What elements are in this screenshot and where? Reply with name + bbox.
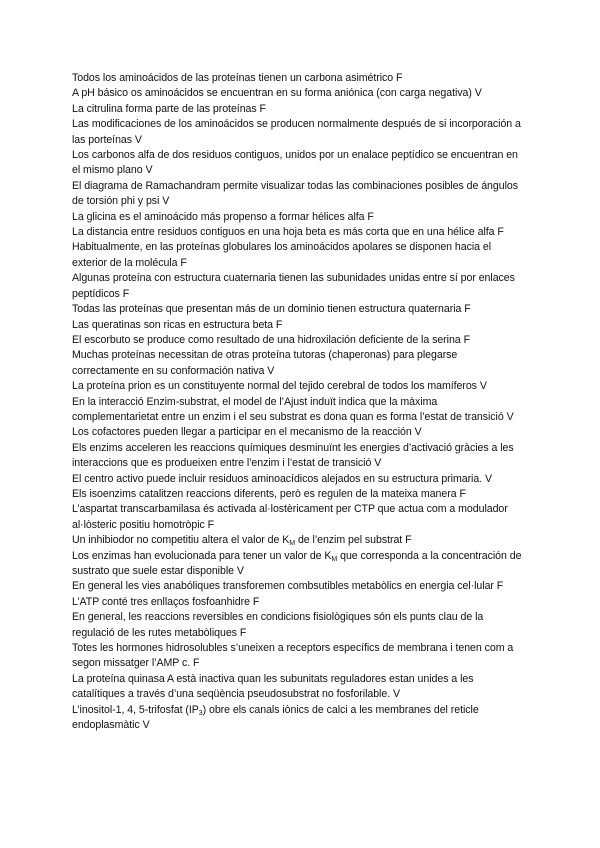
statement <box>72 425 522 440</box>
statement <box>72 703 522 734</box>
answer: F <box>367 210 374 223</box>
statement-text: Todos los aminoácidos de las proteínas tienen un carbona asimétrico <box>72 72 394 84</box>
answer: V <box>267 364 275 377</box>
statement-text: Los carbonos alfa de dos residuos contiguos, unidos por un enalace peptídico se encuentran en el mismo plano <box>72 149 518 177</box>
subscript: M <box>331 555 338 563</box>
statement <box>72 302 522 317</box>
subscript: 3 <box>198 709 203 717</box>
statement <box>72 549 522 580</box>
statement <box>72 102 522 117</box>
answer: F <box>180 256 187 269</box>
answer: V <box>414 426 422 439</box>
statement-text: La proteína quinasa A està inactiva quan les subunitats reguladores estan unides a les catalítiques a través d’una seqüència pseudosubstrat no fosforilable. <box>72 672 474 701</box>
answer: F <box>496 580 504 593</box>
statement <box>72 348 522 379</box>
statement <box>72 333 522 348</box>
statement-text: En general les vies anabóliques transforemen combsutibles metabòlics en energia cel·lular <box>72 580 494 593</box>
statement <box>72 379 522 394</box>
statement-text: Las queratinas son ricas en estructura beta <box>72 318 274 331</box>
statement-text: En general, les reaccions reversibles en condicions fisiològiques són els punts clau de la regulació de les rutes metabòliques <box>72 611 484 639</box>
statement-text: Habitualmente, en las proteínas globulares los aminoácidos apolares se disponen hacia el exterior de la molécula <box>72 241 492 269</box>
statement-text: Muchas proteínas necessitan de otras proteína tutoras (chaperonas) para plegarse correctamente en su conformación nativa <box>72 349 458 377</box>
answer: V <box>162 195 170 208</box>
answer: F <box>464 303 471 316</box>
statement-text: La distancia entre residuos contiguos en una hoja beta es más corta que en una hélice alfa <box>72 226 495 239</box>
statement-text: El escorbuto se produce como resultado de una hidroxilación deficiente de la serina <box>72 333 461 346</box>
statement-text: La glicina es el aminoácido más propenso a formar hélices alfa <box>72 210 365 223</box>
statement <box>72 672 522 703</box>
statement-text: Algunas proteína con estructura cuaternaria tienen las subunidades unidas entre sí por enlaces peptídicos <box>72 272 515 300</box>
answer: V <box>479 380 487 393</box>
statement-text: Els isoenzims catalitzen reaccions diferents, però es regulen de la mateixa manera <box>72 487 457 500</box>
statement <box>72 179 522 210</box>
answer: F <box>497 226 504 239</box>
statement-text: ) obre els canals iònics de calci a les membranes del reticle endoplasmàtic <box>72 703 479 732</box>
statement <box>72 595 522 610</box>
statement <box>72 318 522 333</box>
answer: F <box>275 318 283 331</box>
answer: F <box>405 534 412 547</box>
statement-text: de l’enzim pel substrat <box>295 534 403 547</box>
answer: V <box>134 133 142 146</box>
statement-text: que corresponda a la concentración de sustrato que suele estar disponible <box>72 549 522 577</box>
subscript: M <box>289 540 296 548</box>
statement <box>72 472 522 487</box>
statement <box>72 533 522 548</box>
answer: F <box>463 333 470 346</box>
answer: V <box>474 87 482 100</box>
statement-text: Los cofactores pueden llegar a participar en el mecanismo de la reacción <box>72 426 412 439</box>
statement-text: Els enzims acceleren les reaccions químiques desminuïnt les energies d’activació gràcies a les interaccions que es produeixen entre l’enzim i l’estat de transició <box>72 441 514 470</box>
statement-text: Todas las proteínas que presentan más de un dominio tienen estructura quaternaria <box>72 303 462 316</box>
statement <box>72 579 522 594</box>
answer: V <box>236 565 244 577</box>
answer: V <box>142 719 150 732</box>
statement <box>72 86 522 101</box>
answer: V <box>145 164 153 177</box>
statement <box>72 487 522 502</box>
answer: F <box>252 595 260 608</box>
statement-text: L’ATP conté tres enllaços fosfoanhidre <box>72 595 250 608</box>
answer: F <box>207 518 215 531</box>
answer: V <box>374 457 382 470</box>
statement-text: Totes les hormones hidrosolubles s’uneixen a receptors específics de membrana i tenen com a segon missatger l’AMP c. <box>72 642 514 670</box>
statement-text: La citrulina forma parte de las proteínas <box>72 102 257 115</box>
statement <box>72 117 522 148</box>
statement <box>72 210 522 225</box>
answer: F <box>259 102 266 115</box>
answer: V <box>506 410 514 423</box>
statement-text: Las modificaciones de los aminoácidos se producen normalmente después de si incorporación a las porteínas <box>72 118 521 146</box>
statement <box>72 271 522 302</box>
answer: V <box>485 472 493 485</box>
statement-text: La proteína prion es un constituyente normal del tejido cerebral de todos los mamíferos <box>72 380 477 393</box>
statement-text: Un inhibiodor no competitiu altera el valor de K <box>72 534 290 547</box>
answer: F <box>193 657 200 670</box>
statement-text: El centro activo puede incluir residuos aminoacídicos alejados en su estructura primaria. <box>72 472 483 485</box>
statement-text: L’aspartat transcarbamilasa és activada al·lostèricament per CTP que actua com a modulador al·lòsteric positiu homotròpic <box>72 503 508 531</box>
answer: F <box>459 487 466 500</box>
statement <box>72 641 522 672</box>
statement <box>72 610 522 641</box>
statement <box>72 240 522 271</box>
statement <box>72 502 522 533</box>
statement-text: A pH básico os aminoácidos se encuentran en su forma aniónica (con carga negativa) <box>72 87 472 100</box>
statement <box>72 148 522 179</box>
statement <box>72 71 522 86</box>
statement-text: Los enzimas han evolucionada para tener un valor de K <box>72 549 332 562</box>
answer: F <box>396 72 403 84</box>
answer: F <box>122 287 130 300</box>
document-page <box>72 71 522 733</box>
statement <box>72 395 522 426</box>
answer: V <box>393 688 401 701</box>
statement <box>72 225 522 240</box>
statement <box>72 441 522 472</box>
statement-text: L’inositol-1, 4, 5-trifosfat (IP <box>72 703 199 716</box>
statement-text: El diagrama de Ramachandram permite visualizar todas las combinaciones posibles de ángulos de torsión phi y psi <box>72 179 518 208</box>
statement-text: En la interacció Enzim-substrat, el model de l’Ajust induït indica que la màxima complementarietat entre un enzim i el seu substrat es dona quan es forma l’estat de transició <box>72 395 504 423</box>
answer: F <box>239 626 247 639</box>
